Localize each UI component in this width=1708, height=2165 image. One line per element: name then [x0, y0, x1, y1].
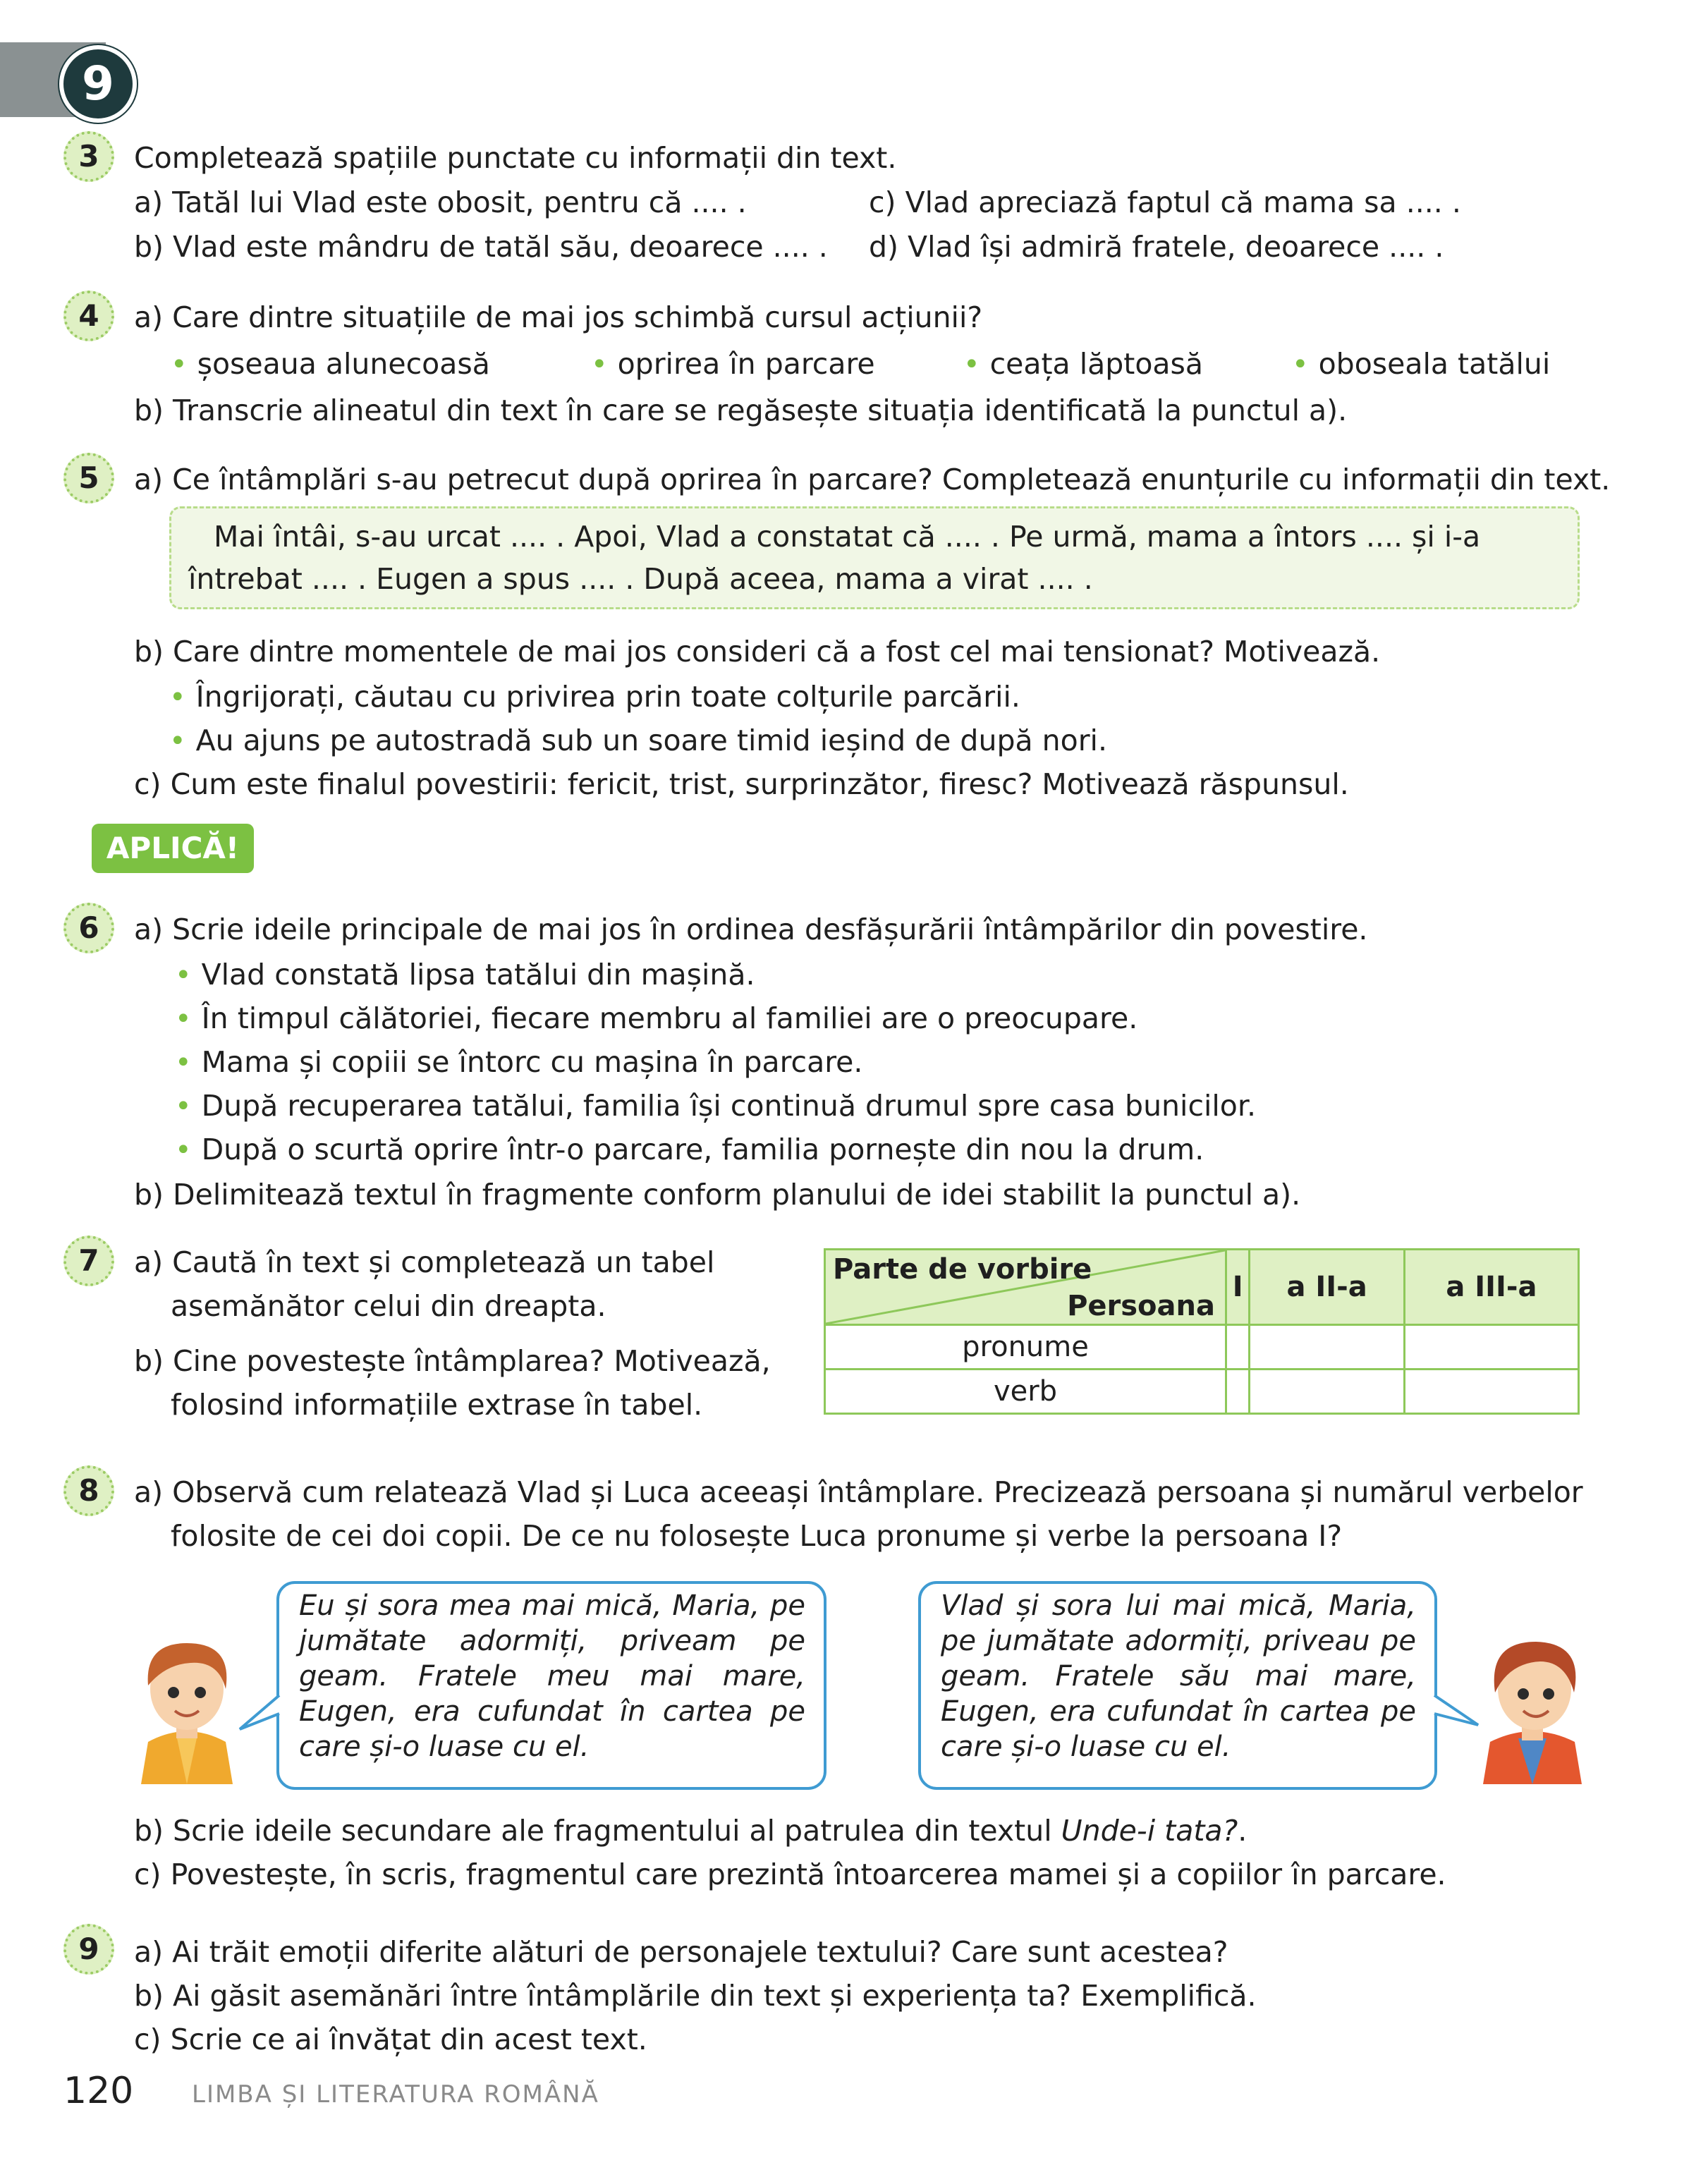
- exercise-3-item-d: d) Vlad își admiră fratele, deoarece .... .: [869, 230, 1444, 264]
- table-row-header: pronume: [825, 1325, 1226, 1370]
- exercise-3-item-b: b) Vlad este mândru de tatăl său, deoarece .... .: [134, 230, 828, 264]
- exercise-7-item-a-line-1: a) Caută în text și completează un tabel: [134, 1245, 715, 1279]
- table-row-header: verb: [825, 1370, 1226, 1414]
- exercise-4-item-a: a) Care dintre situațiile de mai jos schimbă cursul acțiunii?: [134, 300, 983, 334]
- exercise-4-option: • ceața lăptoasă: [963, 343, 1203, 386]
- exercise-5-number: 5: [63, 453, 114, 504]
- exercise-3-item-a: a) Tatăl lui Vlad este obosit, pentru că .... .: [134, 185, 747, 219]
- table-column-header: a III-a: [1404, 1250, 1578, 1325]
- exercise-5-item-b: b) Care dintre momentele de mai jos consideri că a fost cel mai tensionat? Motivează.: [134, 635, 1381, 669]
- exercise-7-item-b-line-2: folosind informațiile extrase în tabel.: [171, 1388, 703, 1422]
- exercise-8-number: 8: [63, 1465, 114, 1516]
- exercise-3-item-c: c) Vlad apreciază faptul că mama sa .... .: [869, 185, 1461, 219]
- table-corner-top-label: Parte de vorbire: [833, 1253, 1092, 1286]
- exercise-4-number: 4: [63, 291, 114, 341]
- exercise-6-idea: • După recuperarea tatălui, familia își continuă drumul spre casa bunicilor.: [175, 1085, 1256, 1128]
- exercise-4-option: • șoseaua alunecoasă: [171, 343, 490, 386]
- table-column-header: I: [1226, 1250, 1250, 1325]
- exercise-8-item-b: [134, 1810, 1247, 1852]
- exercise-6-idea: • Mama și copiii se întorc cu mașina în parcare.: [175, 1041, 862, 1084]
- table-corner-bottom-label: Persoana: [1067, 1290, 1215, 1322]
- exercise-6-item-a: a) Scrie ideile principale de mai jos în ordinea desfășurării întâmpărilor din povestire.: [134, 913, 1368, 946]
- table-cell: [1226, 1325, 1250, 1370]
- speech-bubble-vlad-tail: [238, 1693, 282, 1735]
- exercise-8-item-a-line-2: folosite de cei doi copii. De ce nu folosește Luca pronume și verbe la persoana I?: [171, 1519, 1343, 1553]
- exercise-6-idea: • În timpul călătoriei, fiecare membru al familiei are o preocupare.: [175, 997, 1137, 1040]
- exercise-9-item-b: b) Ai găsit asemănări între întâmplările din text și experiența ta? Exemplifică.: [134, 1979, 1257, 2013]
- fill-in-line-2: întrebat .... . Eugen a spus .... . După aceea, mama a virat .... .: [188, 562, 1093, 596]
- exercise-5-option: • Îngrijorați, căutau cu privirea prin toate colțurile parcării.: [169, 676, 1020, 719]
- exercise-4-item-b: b) Transcrie alineatul din text în care se regăsește situația identificată la punctul a).: [134, 394, 1348, 427]
- exercise-3-number: 3: [63, 131, 114, 182]
- page-number: 120: [63, 2070, 134, 2112]
- exercise-4-option: • oboseala tatălui: [1292, 343, 1550, 386]
- exercise-8-item-a-line-1: a) Observă cum relatează Vlad și Luca aceeași întâmplare. Precizează persoana și numărul verbelor: [134, 1475, 1583, 1509]
- exercise-6-idea: • După o scurtă oprire într-o parcare, familia pornește din nou la drum.: [175, 1128, 1204, 1171]
- fill-in-line-1: Mai întâi, s-au urcat .... . Apoi, Vlad a constatat că .... . Pe urmă, mama a întors .... și i-a: [214, 520, 1481, 554]
- exercise-9-item-c: c) Scrie ce ai învățat din acest text.: [134, 2023, 647, 2056]
- vlad-child-illustration: [127, 1622, 247, 1784]
- exercise-7-number: 7: [63, 1236, 114, 1286]
- table-cell: [1404, 1325, 1578, 1370]
- exercise-8-item-b-text: b) Scrie ideile secundare ale fragmentului al patrulea din textul: [134, 1814, 1061, 1848]
- speech-bubble-vlad: Eu și sora mea mai mică, Maria, pe jumătate adormiți, priveam pe geam. Fratele meu mai mare, Eugen, era cufundat în cartea pe care și-o luase cu el.: [276, 1581, 826, 1790]
- exercise-5-item-a: a) Ce întâmplări s-au petrecut după oprirea în parcare? Completează enunțurile cu informații din text.: [134, 463, 1611, 496]
- exercise-6-item-b: b) Delimitează textul în fragmente conform planului de idei stabilit la punctul a).: [134, 1178, 1301, 1212]
- text-title: Unde-i tata?: [1061, 1814, 1238, 1848]
- exercise-4-option: • oprirea în parcare: [591, 343, 875, 386]
- person-table: [824, 1248, 1580, 1415]
- exercise-5-item-c: c) Cum este finalul povestirii: fericit, trist, surprinzător, firesc? Motivează răspunsul.: [134, 767, 1349, 801]
- aplica-label: APLICĂ!: [92, 824, 254, 873]
- exercise-3-instruction: Completează spațiile punctate cu informații din text.: [134, 141, 897, 175]
- table-column-header: a II-a: [1250, 1250, 1404, 1325]
- table-cell: [1226, 1370, 1250, 1414]
- table-corner-cell: [825, 1250, 1226, 1325]
- exercise-8-item-b-end: .: [1238, 1814, 1248, 1848]
- table-cell: [1404, 1370, 1578, 1414]
- exercise-7-item-b-line-1: b) Cine povestește întâmplarea? Motivează,: [134, 1344, 771, 1378]
- table-cell: [1250, 1370, 1404, 1414]
- exercise-9-item-a: a) Ai trăit emoții diferite alături de personajele textului? Care sunt acestea?: [134, 1935, 1228, 1969]
- chapter-number-badge: 9: [59, 45, 137, 123]
- fill-in-box: [169, 506, 1580, 609]
- exercise-6-number: 6: [63, 903, 114, 953]
- exercise-9-number: 9: [63, 1924, 114, 1975]
- exercise-5-option: • Au ajuns pe autostradă sub un soare timid ieșind de după nori.: [169, 719, 1107, 762]
- table-cell: [1250, 1325, 1404, 1370]
- exercise-8-item-c: c) Povestește, în scris, fragmentul care prezintă întoarcerea mamei și a copiilor în parcare.: [134, 1858, 1446, 1891]
- exercise-6-idea: • Vlad constată lipsa tatălui din mașină.: [175, 953, 755, 996]
- exercise-7-item-a-line-2: asemănător celui din dreapta.: [171, 1289, 606, 1323]
- luca-child-illustration: [1472, 1622, 1592, 1784]
- subject-label: LIMBA ȘI LITERATURA ROMÂNĂ: [192, 2080, 599, 2109]
- speech-bubble-luca: Vlad și sora lui mai mică, Maria, pe jumătate adormiți, priveau pe geam. Fratele său mai mare, Eugen, era cufundat în cartea pe care și-o luase cu el.: [918, 1581, 1437, 1790]
